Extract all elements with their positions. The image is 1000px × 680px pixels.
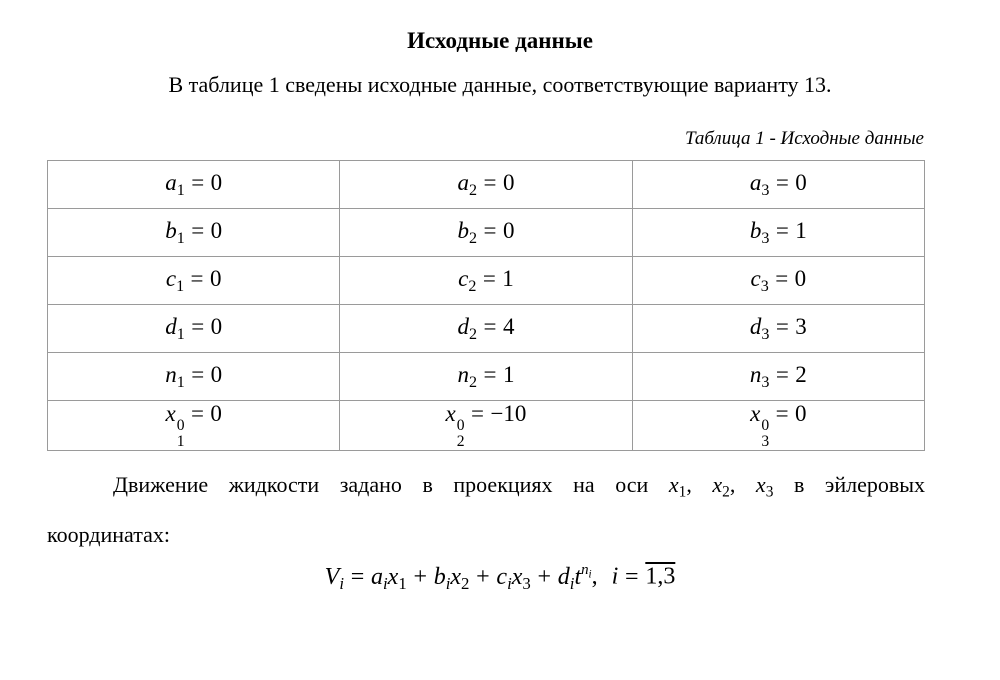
table-cell: x 0 2 = −10: [340, 401, 632, 451]
intro-paragraph: В таблице 1 сведены исходные данные, соответствующие варианту 13.: [168, 72, 832, 97]
table-row: [48, 209, 925, 257]
table-cell: $a_1 = 0$: [48, 161, 340, 209]
table-row: [48, 161, 925, 209]
table-cell: $b_2 = 0$: [340, 209, 632, 257]
table-cell: $a_2 = 0$: [340, 161, 632, 209]
velocity-formula: $V_i = a_ix_1 + b_ix_2 + c_ix_3 + d_it^{n_i}$, i = 1,3: [324, 562, 676, 593]
motion-paragraph-line1: [47, 472, 925, 502]
table-cell: $n_1 = 0$: [48, 353, 340, 401]
axes-list: $x_1$, $x_2$, $x_3$: [668, 472, 774, 501]
table-caption: Таблица 1 - Исходные данные: [684, 128, 924, 149]
table-cell: $d_3 = 3$: [632, 305, 924, 353]
table-row: [48, 305, 925, 353]
table-cell: $c_1 = 0$: [48, 257, 340, 305]
table-row: [48, 257, 925, 305]
table-cell: $c_3 = 0$: [632, 257, 924, 305]
table-row: [48, 353, 925, 401]
motion-text-before: Движение жидкости задано в проекциях на оси: [113, 472, 649, 497]
table-cell: $n_3 = 2$: [632, 353, 924, 401]
table-cell: $a_3 = 0$: [632, 161, 924, 209]
table-cell: $b_1 = 0$: [48, 209, 340, 257]
source-data-table: [47, 160, 925, 451]
motion-text-after: в эйлеровых: [793, 472, 926, 497]
motion-paragraph-line2: координатах:: [47, 522, 170, 547]
table-cell: x 0 3 = 0: [632, 401, 924, 451]
table-row: [48, 401, 925, 451]
table-cell: $c_2 = 1$: [340, 257, 632, 305]
section-heading: Исходные данные: [407, 28, 593, 53]
table-cell: $n_2 = 1$: [340, 353, 632, 401]
table-cell: $d_1 = 0$: [48, 305, 340, 353]
table-cell: $b_3 = 1$: [632, 209, 924, 257]
table-cell: $d_2 = 4$: [340, 305, 632, 353]
table-cell: x 0 1 = 0: [48, 401, 340, 451]
